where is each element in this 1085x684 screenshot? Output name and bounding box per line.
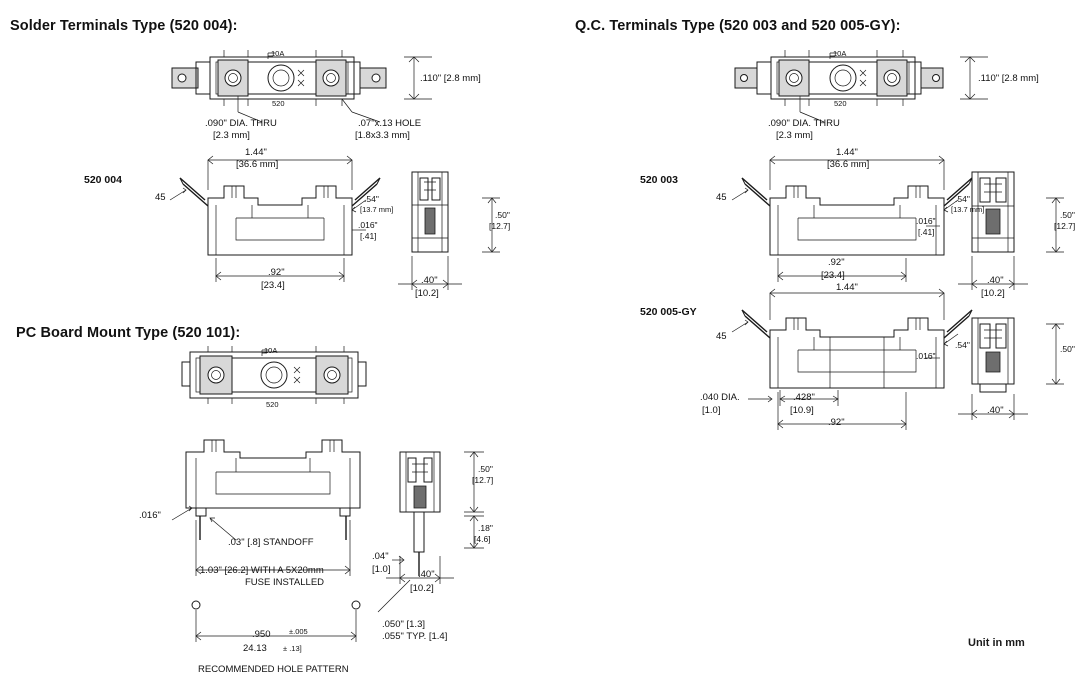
dim-127-qc: [12.7]: [1054, 221, 1076, 231]
dim-54-qc-003: .54": [955, 194, 970, 204]
dim-041-qc: [.41]: [918, 227, 935, 237]
dim-137-solder: [13.7 mm]: [360, 205, 394, 214]
dim-016-qc-003: .016": [916, 216, 936, 226]
pcb-hole-pattern: [192, 601, 360, 642]
fuse-code-qc: 520: [834, 99, 847, 108]
dim-92-qc-003: .92": [828, 257, 845, 268]
dim-127-pcb: [12.7]: [472, 475, 494, 485]
dim-144-qc-005: 1.44": [836, 282, 858, 293]
qc-003-side-view: [958, 172, 1064, 290]
fuse-rating-solder: 10A: [271, 49, 285, 58]
qc-003-front-view: [732, 156, 972, 282]
dim-234-solder: [23.4]: [261, 280, 285, 291]
dim-50-solder: .50": [495, 210, 510, 220]
dim-tol-005-pcb: ±.005: [289, 627, 308, 636]
dim-040-dia-mm-qc: [1.0]: [702, 405, 721, 416]
solder-front-view: [170, 156, 380, 282]
part-label-520003: 520 003: [640, 174, 678, 186]
dim-366-qc: [36.6 mm]: [827, 159, 870, 170]
dim-92-solder: .92": [268, 267, 285, 278]
solder-side-view: [398, 172, 500, 290]
dim-04-pcb: .04": [372, 551, 389, 562]
dim-hole-solder: .07"x.13 HOLE: [358, 118, 422, 129]
dim-137-qc: [13.7 mm]: [951, 205, 985, 214]
dim-016-qc-005: .016": [916, 351, 936, 361]
dim-127-solder: [12.7]: [489, 221, 511, 231]
dim-50-pcb: .50": [478, 464, 493, 474]
dim-installed-pcb-2: FUSE INSTALLED: [245, 577, 325, 588]
dim-50-qc-003: .50": [1060, 210, 1075, 220]
dim-090-dia-solder: .090" DIA. THRU: [205, 118, 277, 129]
qc-005-side-view: [958, 318, 1064, 420]
section-title-solder: Solder Terminals Type (520 004):: [10, 18, 238, 34]
part-label-520005gy: 520 005-GY: [640, 306, 697, 318]
dim-950-pcb: .950: [252, 629, 271, 640]
dim-46-pcb: [4.6]: [474, 534, 491, 544]
fuse-code-solder: 520: [272, 99, 285, 108]
dim-hole-mm-solder: [1.8x3.3 mm]: [355, 130, 410, 141]
section-title-pcboard: PC Board Mount Type (520 101):: [16, 325, 241, 341]
dim-016-solder: .016": [358, 220, 378, 230]
dim-54-solder: .54": [364, 194, 379, 204]
dim-110-qc: .110" [2.8 mm]: [978, 73, 1039, 84]
dim-2413-pcb: 24.13: [243, 643, 267, 654]
fuse-code-pcb: 520: [266, 400, 279, 409]
part-label-520004: 520 004: [84, 174, 122, 186]
dim-090-dia-mm-solder: [2.3 mm]: [213, 130, 250, 141]
dim-366-solder: [36.6 mm]: [236, 159, 279, 170]
dim-102-qc: [10.2]: [981, 288, 1005, 299]
dim-92-qc-005: .92": [828, 417, 845, 428]
dim-54-qc-005: .54": [955, 340, 970, 350]
dim-40-qc-003: .40": [987, 275, 1004, 286]
section-title-qc: Q.C. Terminals Type (520 003 and 520 005-GY):: [575, 18, 901, 34]
dim-installed-pcb-1: 1.03" [26.2] WITH A 5X20mm: [200, 565, 324, 576]
dim-144-solder: 1.44": [245, 147, 267, 158]
dim-234-qc: [23.4]: [821, 270, 845, 281]
angle-label-qc-005: 45: [716, 331, 727, 342]
dim-090-dia-mm-qc: [2.3 mm]: [776, 130, 813, 141]
unit-note: Unit in mm: [968, 637, 1025, 649]
dim-40-qc-005: .40": [987, 405, 1004, 416]
angle-label-solder: 45: [155, 192, 166, 203]
dim-144-qc-003: 1.44": [836, 147, 858, 158]
dim-050-pcb: .050" [1.3]: [382, 619, 425, 630]
qc-005-front-view: [732, 289, 972, 430]
dim-40-solder: .40": [421, 275, 438, 286]
pcb-front-view: [172, 440, 360, 576]
dim-090-dia-qc: .090" DIA. THRU: [768, 118, 840, 129]
dim-tol-13-pcb: ± .13]: [283, 644, 302, 653]
dim-055-pcb: .055" TYP. [1.4]: [382, 631, 448, 642]
hole-pattern-note: RECOMMENDED HOLE PATTERN: [198, 664, 349, 675]
angle-label-qc-003: 45: [716, 192, 727, 203]
dim-18-pcb: .18": [478, 523, 493, 533]
dim-standoff-pcb: .03" [.8] STANDOFF: [228, 537, 314, 548]
dim-040-dia-qc: .040 DIA.: [700, 392, 740, 403]
dim-10-pcb: [1.0]: [372, 564, 391, 575]
fuse-rating-qc: 10A: [833, 49, 847, 58]
fuse-rating-pcb: 10A: [264, 346, 278, 355]
dim-428-qc: .428": [793, 392, 815, 403]
dim-102-solder: [10.2]: [415, 288, 439, 299]
dim-40-pcb: .40": [418, 569, 435, 580]
dim-041-solder: [.41]: [360, 231, 377, 241]
dim-109-qc: [10.9]: [790, 405, 814, 416]
qc-top-view: [735, 50, 988, 122]
dim-50-qc-005: .50": [1060, 344, 1075, 354]
dim-110-solder: .110" [2.8 mm]: [420, 73, 481, 84]
dim-016-pcb: .016": [139, 510, 161, 521]
dim-102-pcb: [10.2]: [410, 583, 434, 594]
